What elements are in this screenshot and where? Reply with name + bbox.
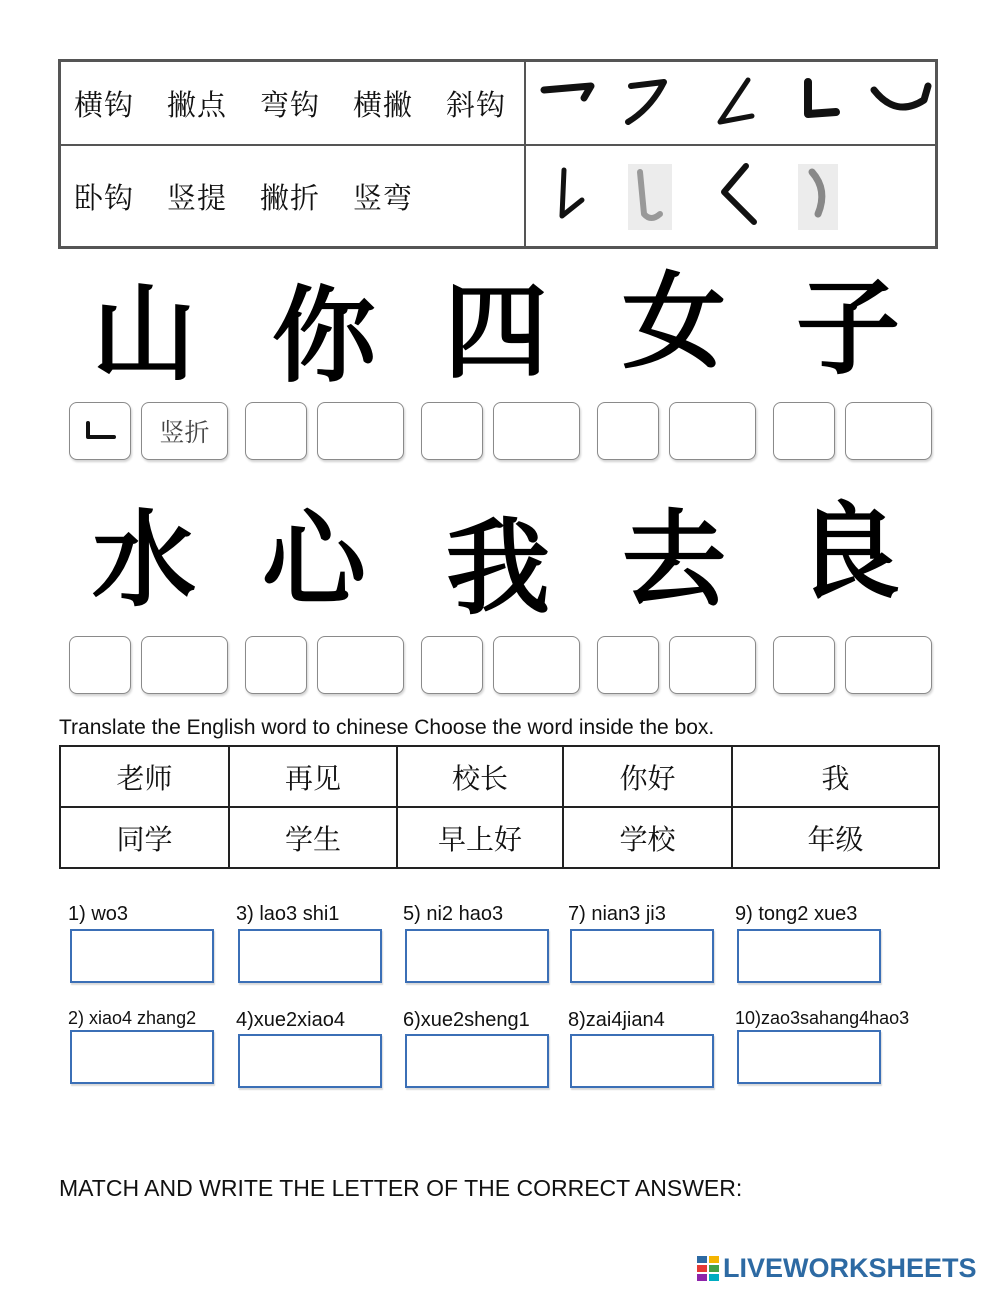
translation-input[interactable] (238, 1034, 382, 1088)
shuzhe-stroke-icon (808, 82, 836, 114)
stroke-answer-box[interactable] (245, 402, 307, 460)
stroke-answer-box[interactable] (245, 636, 307, 694)
translation-input[interactable] (570, 929, 714, 983)
pinyin-prompt: 6)xue2sheng1 (403, 1009, 530, 1031)
stroke-answer-box[interactable] (597, 402, 659, 460)
character-nv: 女 (622, 260, 727, 383)
hengou-stroke-icon (544, 86, 591, 98)
pinyin-prompt: 8)zai4jian4 (568, 1009, 665, 1031)
stroke-name: 竖弯 (353, 181, 414, 215)
word-cell: 学校 (563, 807, 732, 868)
word-cell: 我 (732, 746, 939, 807)
stroke-answer-box[interactable] (669, 402, 756, 460)
stroke-name: 斜钩 (446, 88, 507, 122)
stroke-answer-box[interactable] (493, 402, 580, 460)
character-shan: 山 (92, 272, 197, 395)
table-divider (524, 62, 526, 249)
stroke-answer-box[interactable]: 竖折 (141, 402, 228, 460)
word-cell: 你好 (563, 746, 732, 807)
stroke-glyphs-row1 (536, 68, 936, 140)
shuzhe-stroke-icon (80, 417, 120, 445)
stroke-answer-box[interactable] (421, 636, 483, 694)
word-cell: 再见 (229, 746, 397, 807)
table-divider (61, 144, 938, 146)
stroke-answer-box[interactable] (69, 402, 131, 460)
stroke-name-table (58, 59, 938, 249)
stroke-name: 横撇 (353, 88, 414, 122)
stroke-name: 竖提 (167, 181, 228, 215)
character-xin: 心 (262, 498, 367, 621)
stroke-name: 卧钩 (74, 181, 135, 215)
stroke-answer-box[interactable] (669, 636, 756, 694)
liveworksheets-logo (697, 1253, 977, 1284)
piezhe-stroke-icon (720, 80, 752, 122)
translation-input[interactable] (70, 1030, 214, 1084)
stroke-answer-box[interactable] (597, 636, 659, 694)
translation-input[interactable] (405, 929, 549, 983)
stroke-answer-box[interactable] (317, 636, 404, 694)
word-cell: 年级 (732, 807, 939, 868)
word-cell: 老师 (60, 746, 229, 807)
stroke-answer-box[interactable] (141, 636, 228, 694)
stroke-name: 撇点 (167, 88, 228, 122)
stroke-answer-box[interactable] (773, 636, 835, 694)
character-si: 四 (444, 270, 549, 393)
pinyin-prompt: 5) ni2 hao3 (403, 903, 504, 925)
translation-input[interactable] (737, 1030, 881, 1084)
translation-input[interactable] (737, 929, 881, 983)
character-qu: 去 (622, 498, 727, 621)
word-cell: 学生 (229, 807, 397, 868)
translation-input[interactable] (405, 1034, 549, 1088)
word-cell: 同学 (60, 807, 229, 868)
wogou-stroke-icon (874, 86, 928, 107)
word-cell: 校长 (397, 746, 563, 807)
stroke-answer-box[interactable] (845, 402, 932, 460)
stroke-name: 弯钩 (260, 88, 321, 122)
pinyin-prompt: 4)xue2xiao4 (236, 1009, 345, 1031)
shuti-stroke-icon (562, 170, 582, 216)
word-bank-table (59, 745, 940, 869)
pinyin-prompt: 10)zao3sahang4hao3 (735, 1008, 910, 1028)
logo-text: LIVEWORKSHEETS (723, 1253, 977, 1283)
pinyin-prompt: 7) nian3 ji3 (568, 903, 666, 925)
stroke-glyphs-row2 (536, 154, 866, 238)
character-ni: 你 (272, 274, 377, 397)
liveworksheets-logo-icon (697, 1256, 719, 1282)
stroke-answer-box[interactable] (845, 636, 932, 694)
character-liang: 良 (796, 490, 901, 613)
pinyin-prompt: 3) lao3 shi1 (236, 903, 340, 925)
stroke-answer-box[interactable] (421, 402, 483, 460)
piedian-stroke-icon (724, 166, 754, 222)
pinyin-prompt: 1) wo3 (68, 903, 129, 925)
stroke-answer-box[interactable] (69, 636, 131, 694)
hengpie-stroke-icon (628, 82, 664, 122)
table-row (60, 746, 939, 807)
stroke-answer-box[interactable] (773, 402, 835, 460)
stroke-name: 横钩 (74, 88, 135, 122)
word-cell: 早上好 (397, 807, 563, 868)
character-zi: 子 (796, 266, 901, 389)
translation-input[interactable] (238, 929, 382, 983)
translation-instruction: Translate the English word to chinese Choose the word inside the box. (59, 716, 715, 739)
table-row (60, 807, 939, 868)
character-shui: 水 (92, 498, 197, 621)
pinyin-prompt: 2) xiao4 zhang2 (68, 1008, 197, 1028)
match-heading: MATCH AND WRITE THE LETTER OF THE CORRECT ANSWER: (59, 1175, 743, 1201)
character-wo: 我 (446, 506, 551, 629)
translation-input[interactable] (70, 929, 214, 983)
stroke-name: 撇折 (260, 181, 321, 215)
pinyin-prompt: 9) tong2 xue3 (735, 903, 858, 925)
stroke-answer-box[interactable] (317, 402, 404, 460)
translation-input[interactable] (570, 1034, 714, 1088)
stroke-answer-box[interactable] (493, 636, 580, 694)
